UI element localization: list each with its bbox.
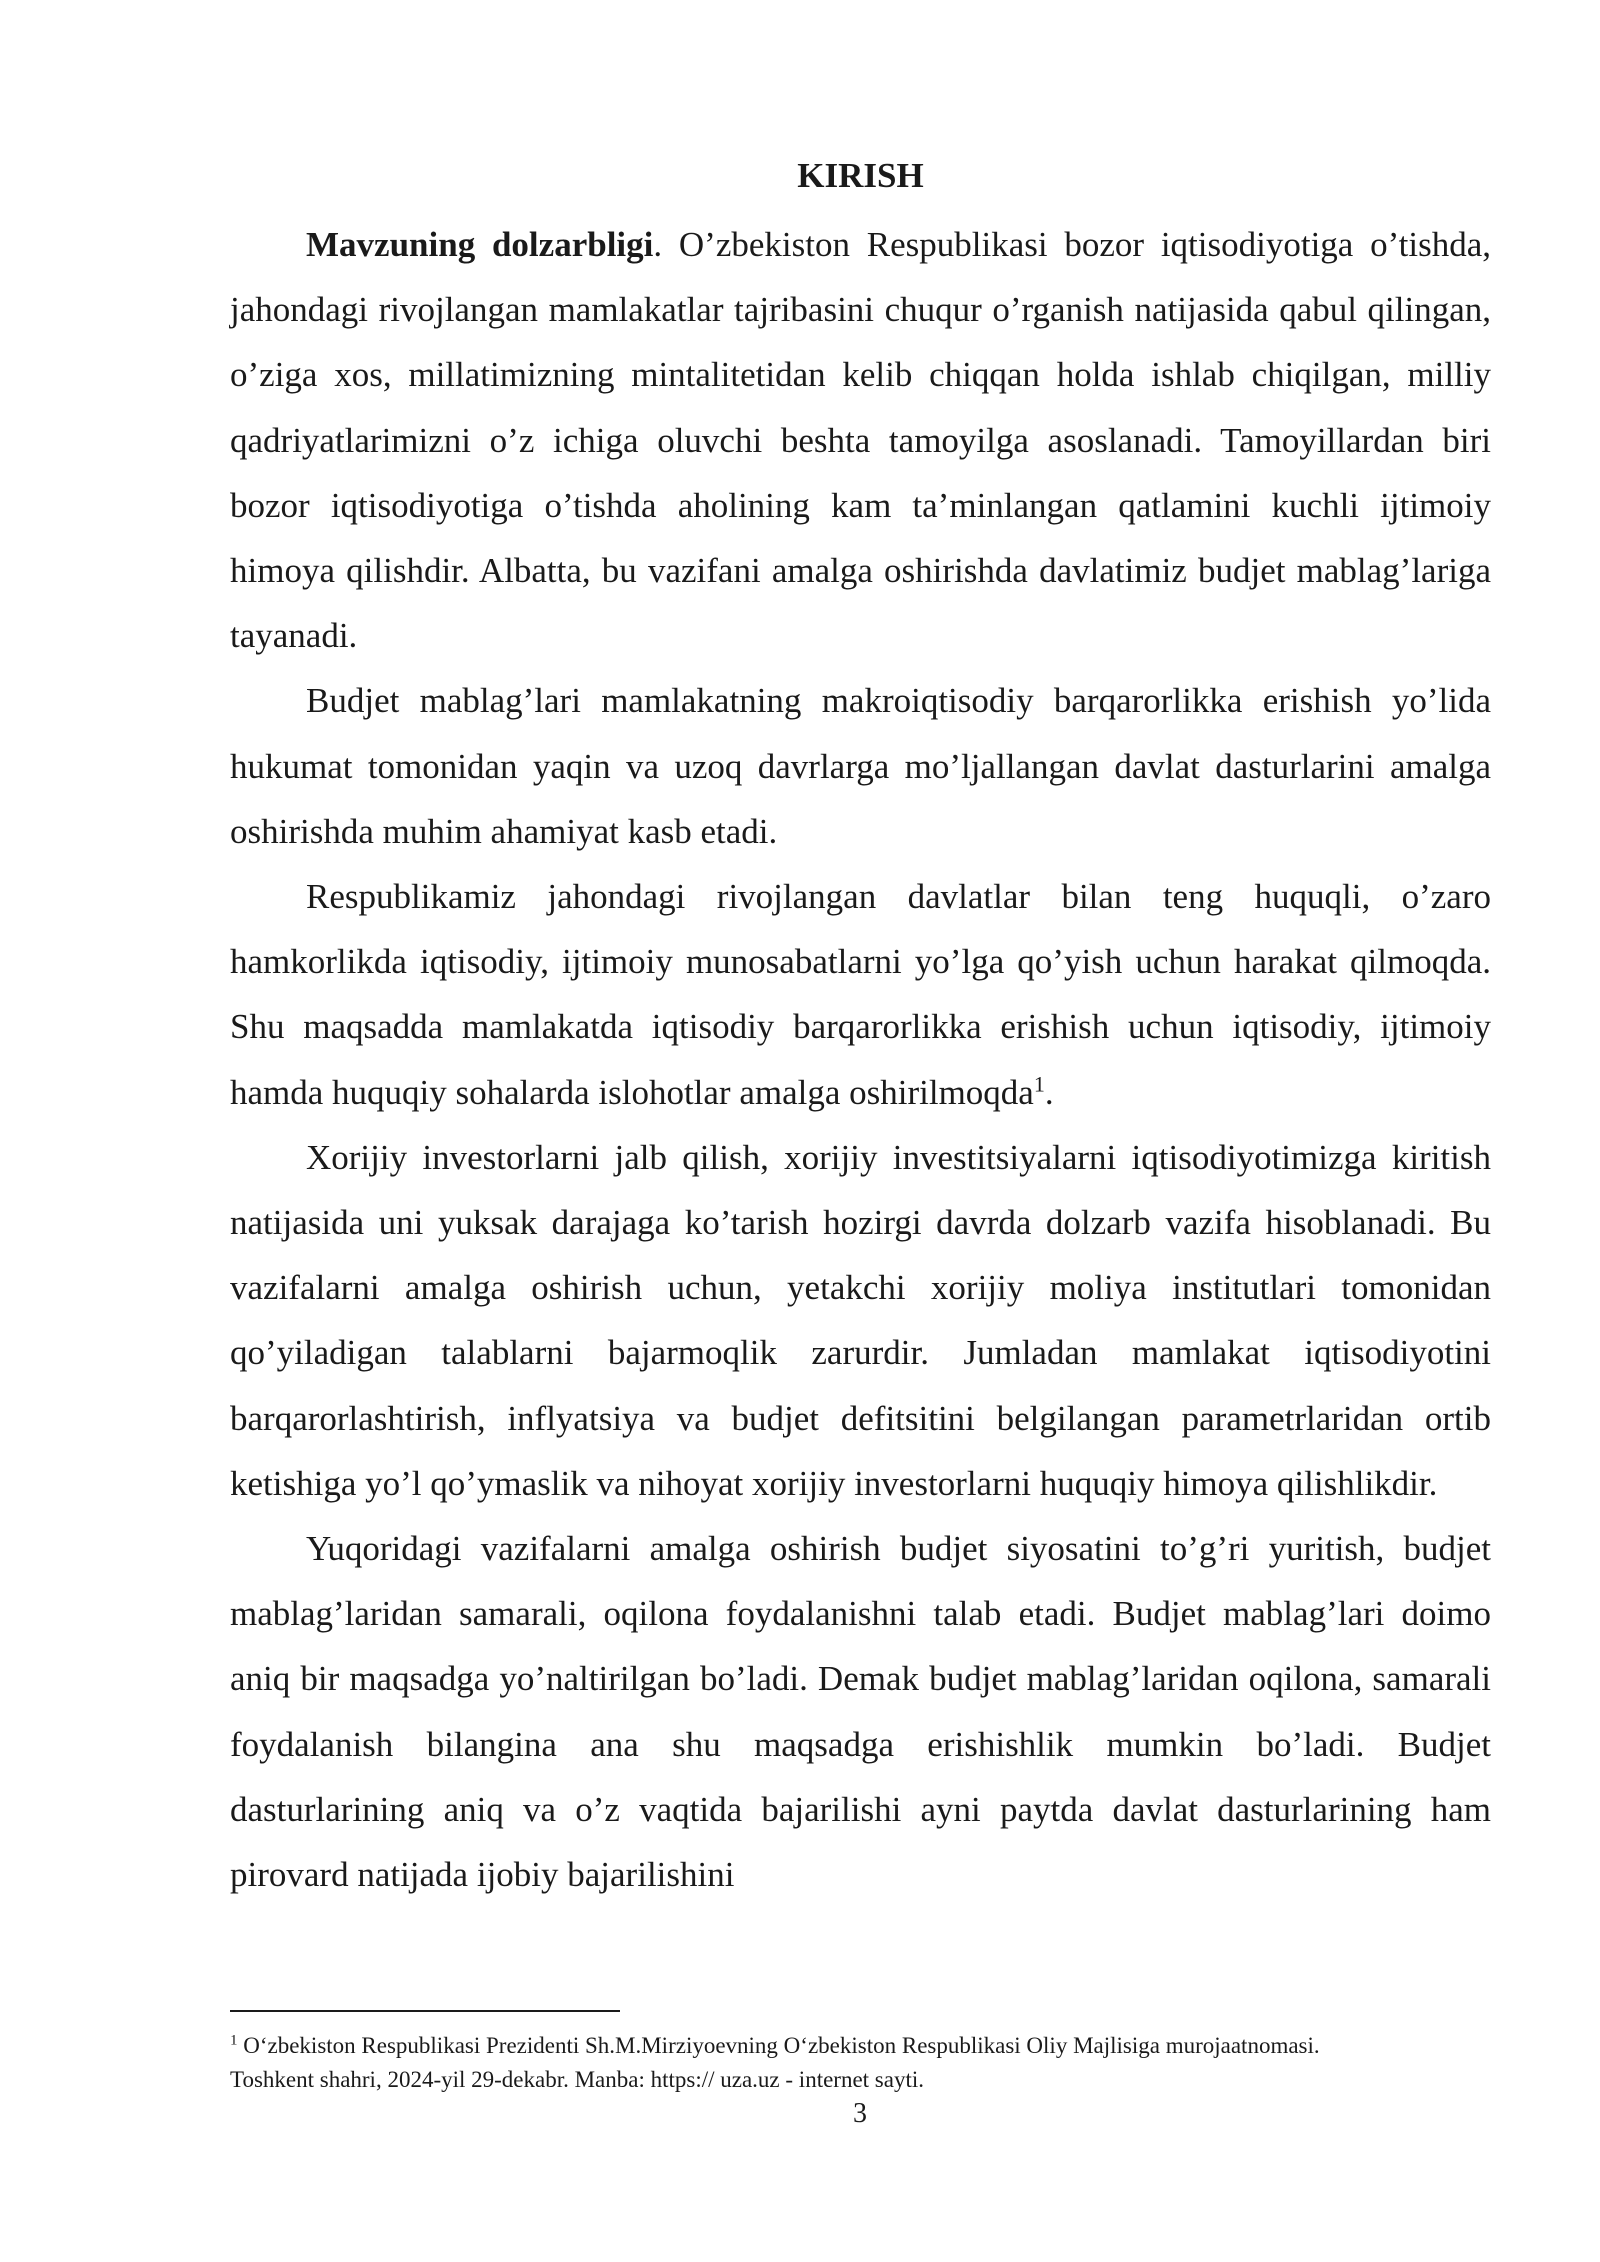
paragraph-text: Respublikamiz jahondagi rivojlangan davlatlar bilan teng huquqli, o’zaro hamkorlikda iqtisodiy, ijtimoiy munosabatlarni yo’lga qo’yish uchun harakat qilmoqda. Shu maqsadda mamlakatda iqtisodiy barqarorlikka erishish uchun iqtisodiy, ijtimoiy hamda huquqiy sohalarda islohotlar amalga oshirilmoqda <box>230 877 1491 1112</box>
footnote <box>230 2029 1380 2097</box>
footnote-reference[interactable]: 1 <box>1033 1070 1045 1096</box>
paragraph-lead-bold: Mavzuning dolzarbligi <box>306 225 654 264</box>
document-page <box>230 148 1491 1907</box>
paragraph-text: Xorijiy investorlarni jalb qilish, xorijiy investitsiyalarni iqtisodiyotimizga kiritish natijasida uni yuksak darajaga ko’tarish hozirgi davrda dolzarb vazifa hisoblanadi. Bu vazifalarni amalga oshirish uchun, yetakchi xorijiy moliya institutlari tomonidan qo’yiladigan talablarni bajarmoqlik zarurdir. Jumladan mamlakat iqtisodiyotini barqarorlashtirish, inflyatsiya va budjet defitsitini belgilangan parametrlaridan ortib ketishiga yo’l qo’ymaslik va nihoyat xorijiy investorlarni huquqiy himoya qilishlikdir. <box>230 1137 1491 1503</box>
paragraph-text: Yuqoridagi vazifalarni amalga oshirish budjet siyosatini to’g’ri yuritish, budjet mablag’laridan samarali, oqilona foydalanishni talab etadi. Budjet mablag’lari doimo aniq bir maqsadga yo’naltirilgan bo’ladi. Demak budjet mablag’laridan oqilona, samarali foydalanish bilangina ana shu maqsadga erishishlik mumkin bo’ladi. Budjet dasturlarining aniq va o’z vaqtida bajarilishi ayni paytda davlat dasturlarining ham pirovard natijada ijobiy bajarilishini <box>230 1529 1491 1895</box>
paragraph-cooperation <box>230 864 1491 1125</box>
paragraph-budget-policy <box>230 1516 1491 1907</box>
footnote-number: 1 <box>230 2032 238 2049</box>
footnote-text: O‘zbekiston Respublikasi Prezidenti Sh.M.Mirziyoevning O‘zbekiston Respublikasi Oliy Majlisiga murojaatnomasi. Toshkent shahri, 2024-yil 29-dekabr. Manba: https:// uza.uz - internet sayti. <box>230 2033 1320 2092</box>
paragraph-budget-funds <box>230 668 1491 864</box>
paragraph-text: . O’zbekiston Respublikasi bozor iqtisodiyotiga o’tishda, jahondagi rivojlangan mamlakatlar tajribasini chuqur o’rganish natijasida qabul qilingan, o’ziga xos, millatimizning mintalitetidan kelib chiqqan holda ishlab chiqilgan, milliy qadriyatlarimizni o’z ichiga oluvchi beshta tamoyilga asoslanadi. Tamoyillardan biri bozor iqtisodiyotiga o’tishda aholining kam ta’minlangan qatlamini kuchli ijtimoiy himoya qilishdir. Albatta, bu vazifani amalga oshirishda davlatimiz budjet mablag’lariga tayanadi. <box>230 225 1491 656</box>
paragraph-tail: . <box>1044 1072 1054 1112</box>
paragraph-text: Budjet mablag’lari mamlakatning makroiqtisodiy barqarorlikka erishish yo’lida hukumat tomonidan yaqin va uzoq davrlarga mo’ljallangan davlat dasturlarini amalga oshirishda muhim ahamiyat kasb etadi. <box>230 681 1491 851</box>
footnote-separator <box>230 2010 620 2012</box>
paragraph-foreign-investors <box>230 1125 1491 1516</box>
section-heading: KIRISH <box>797 156 924 195</box>
paragraph-relevance <box>230 212 1491 668</box>
page-number: 3 <box>853 2098 867 2129</box>
